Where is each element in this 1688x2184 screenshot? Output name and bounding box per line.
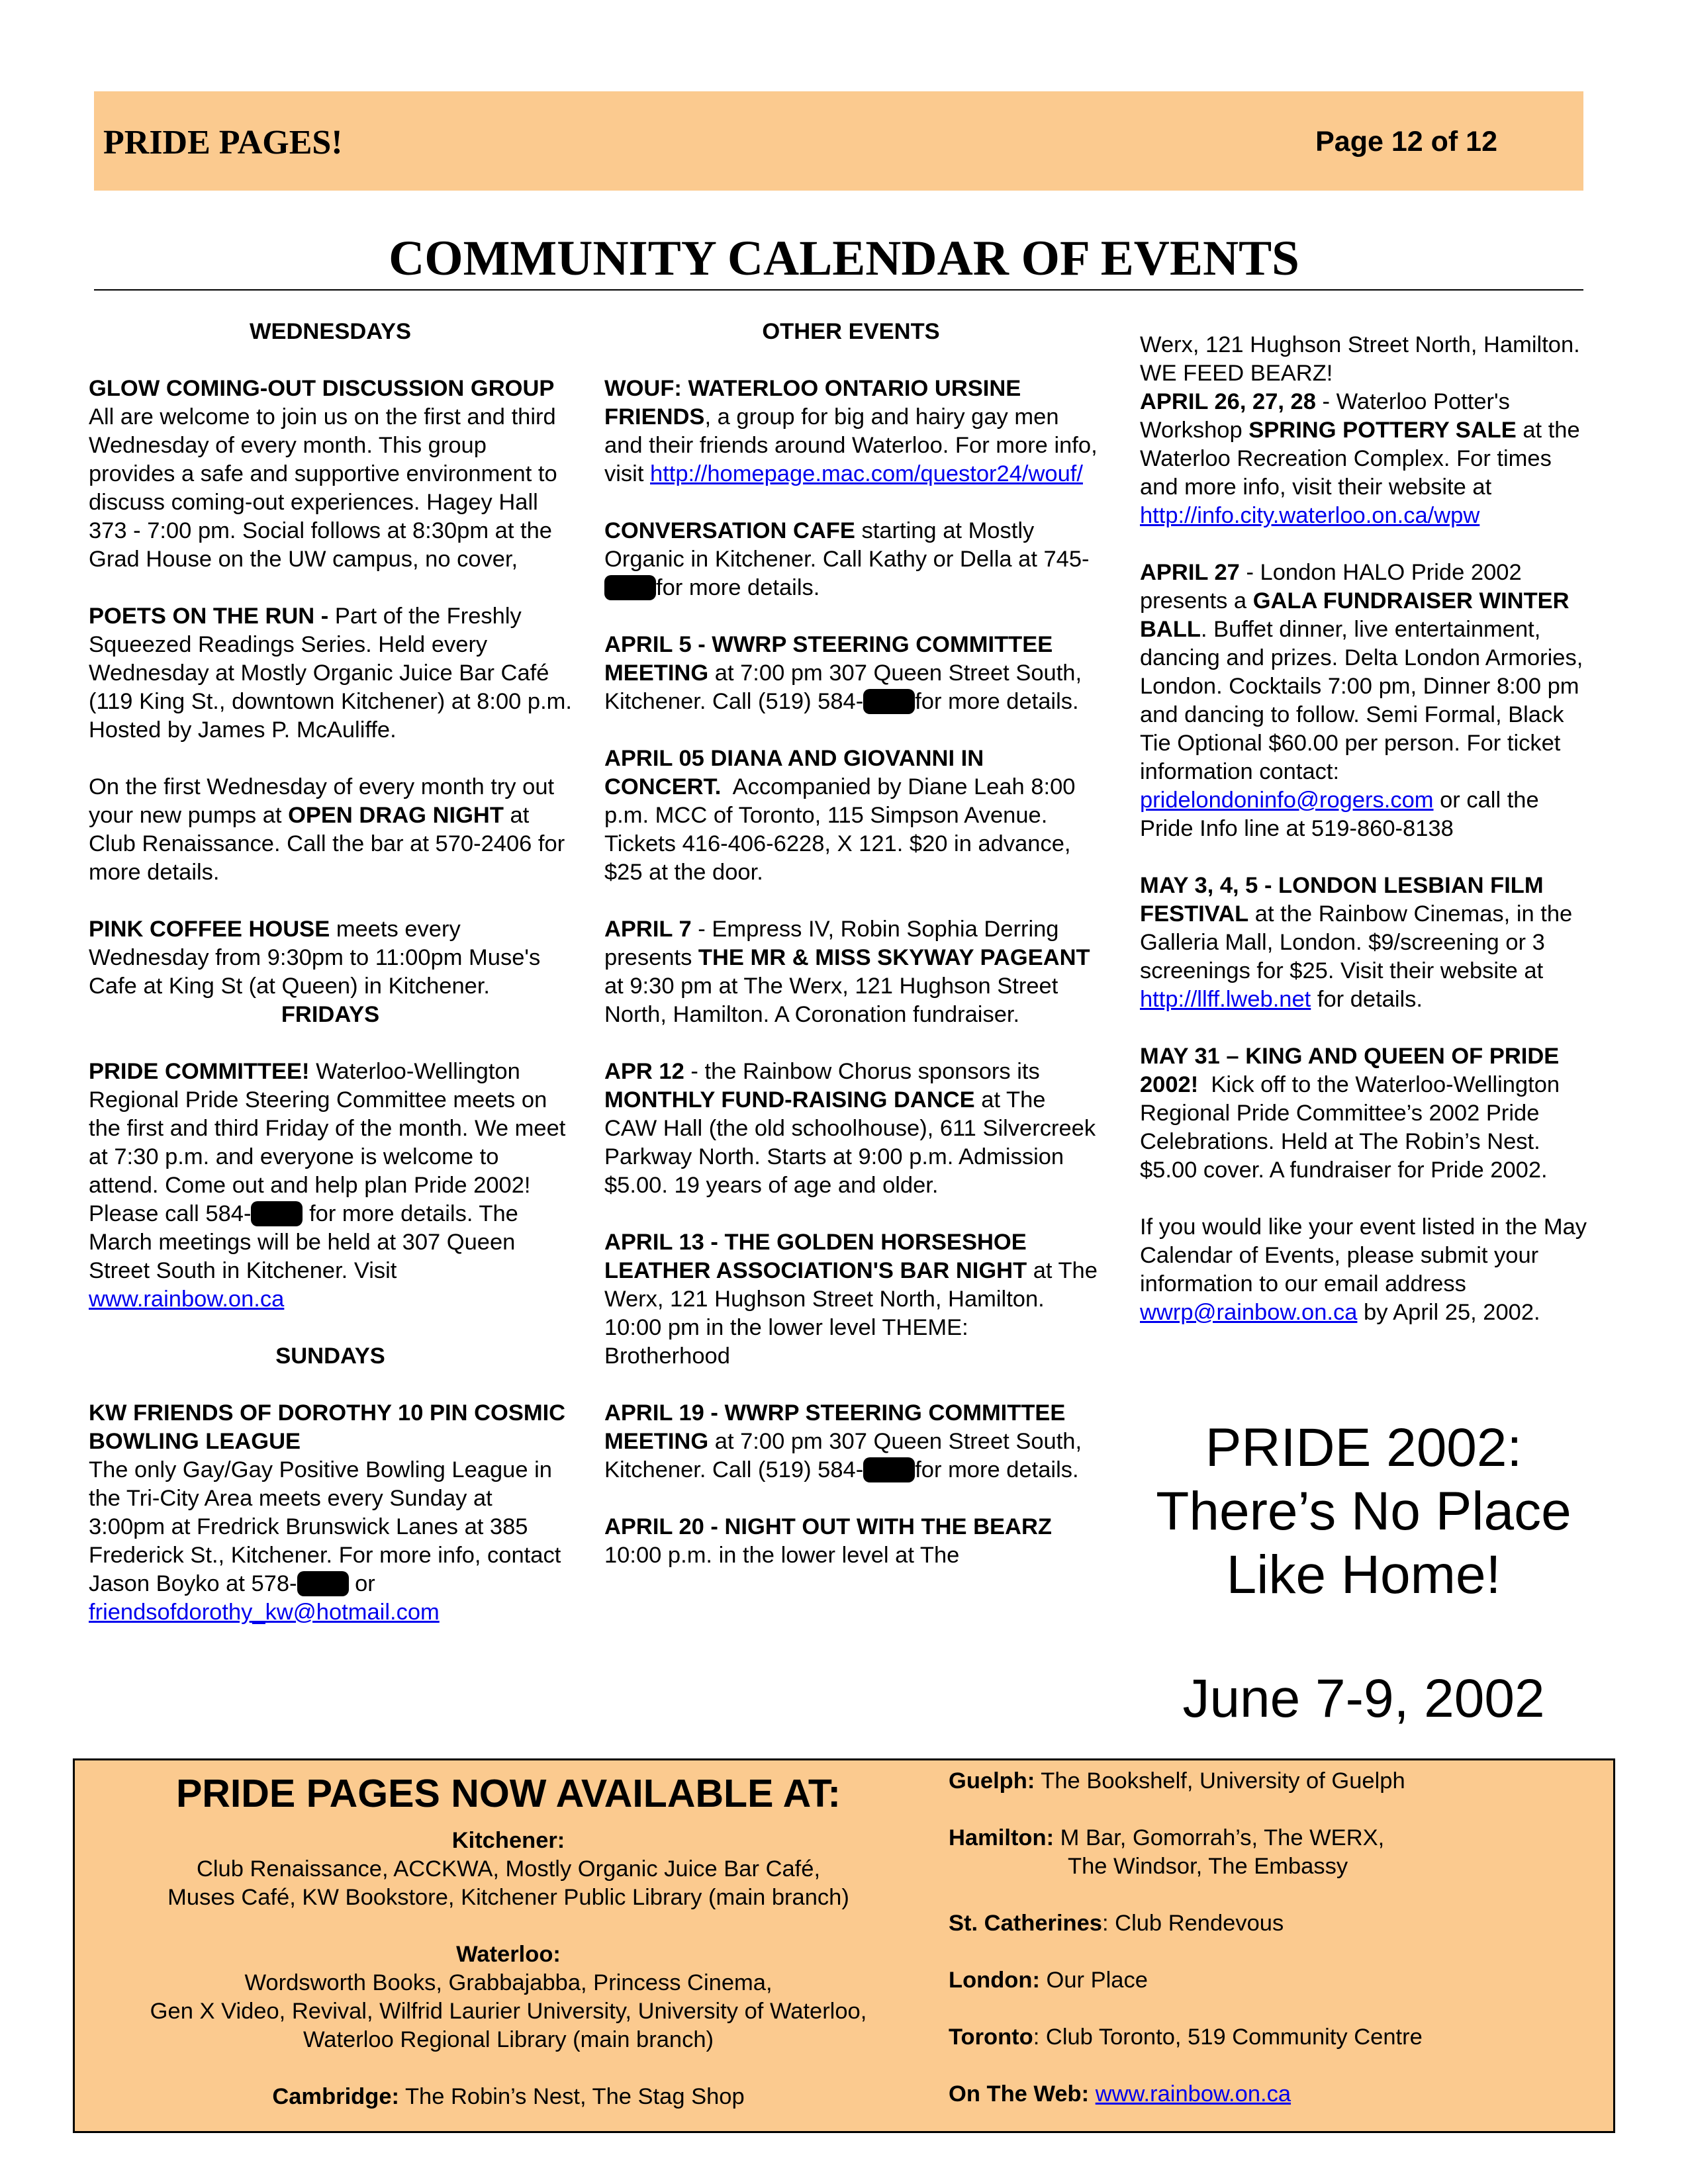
event-open-drag	[89, 773, 572, 887]
promo-line: There’s No Place	[1156, 1481, 1571, 1541]
event-film-festival	[1140, 872, 1590, 1014]
promo-line: PRIDE 2002:	[1205, 1418, 1523, 1478]
location-list: Our Place	[1046, 1968, 1148, 1993]
dorothy-email-link[interactable]: friendsofdorothy_kw@hotmail.com	[89, 1600, 440, 1625]
event-title: APRIL 5 - WWRP STEERING COMMITTEE MEETING	[604, 632, 1053, 686]
wwrp-email-link[interactable]: wwrp@rainbow.on.ca	[1140, 1300, 1358, 1325]
event-text: 10:00 p.m. in the lower level at The	[604, 1543, 960, 1568]
submission-note	[1140, 1213, 1590, 1327]
section-heading-other-events: OTHER EVENTS	[762, 319, 940, 344]
event-text: Part of the Freshly Squeezed Readings Series. Held every Wednesday at Mostly Organic Juice Bar Café (119 King St., downtown Kitchener) at 8:00 p.m. Hosted by James P. McAuliffe.	[89, 604, 573, 743]
location-list: The Bookshelf, University of Guelph	[1041, 1768, 1405, 1794]
page-number: Page 12 of 12	[1315, 126, 1497, 158]
llff-link[interactable]: http://llff.lweb.net	[1140, 987, 1311, 1012]
redaction	[251, 1201, 303, 1226]
location-st-catherines	[949, 1909, 1597, 1938]
event-title: SPRING POTTERY SALE	[1248, 418, 1517, 443]
city-label-waterloo: Waterloo:	[456, 1942, 561, 1967]
event-text: - Empress IV, Robin Sophia Derring presents	[604, 917, 1059, 970]
section-heading-sundays: SUNDAYS	[275, 1343, 385, 1369]
column-right	[1140, 331, 1590, 1327]
event-text: On the first Wednesday of every month try out your new pumps at	[89, 774, 555, 828]
city-label-web: On The Web:	[949, 2081, 1090, 2107]
event-date: APRIL 27	[1140, 560, 1240, 585]
column-left	[89, 318, 572, 1627]
event-text: at 9:30 pm at The Werx, 121 Hughson Street North, Hamilton. A Coronation fundraiser.	[604, 974, 1058, 1027]
event-text: If you would like your event listed in the May Calendar of Events, please submit your information to our email address	[1140, 1214, 1587, 1297]
availability-left	[88, 1767, 929, 2111]
event-glow	[89, 375, 572, 574]
event-title: APRIL 20 - NIGHT OUT WITH THE BEARZ	[604, 1514, 1052, 1539]
location-guelph	[949, 1767, 1597, 1796]
event-april-27	[1140, 559, 1590, 843]
event-text: or call the Pride Info line at 519-860-8138	[1140, 788, 1539, 841]
event-title: PRIDE COMMITTEE!	[89, 1059, 310, 1084]
location-hamilton	[949, 1824, 1597, 1852]
rainbow-link[interactable]: www.rainbow.on.ca	[89, 1287, 285, 1312]
wouf-link[interactable]: http://homepage.mac.com/questor24/wouf/	[650, 461, 1083, 486]
redaction	[297, 1571, 349, 1596]
event-title: WOUF: WATERLOO ONTARIO URSINE FRIENDS	[604, 376, 1021, 430]
city-label-london: London:	[949, 1968, 1040, 1993]
location-list: The Robin’s Nest, The Stag Shop	[404, 2084, 745, 2109]
city-label-guelph: Guelph:	[949, 1768, 1035, 1794]
event-king-queen	[1140, 1042, 1590, 1185]
redaction	[604, 575, 656, 600]
event-text: meets every Wednesday from 9:30pm to 11:00pm Muse's Cafe at King St (at Queen) in Kitchener.	[89, 917, 541, 999]
event-april-5	[604, 631, 1098, 716]
location-web	[949, 2080, 1597, 2109]
redaction	[863, 1457, 915, 1482]
page-title: COMMUNITY CALENDAR OF EVENTS	[389, 231, 1299, 286]
location-list: : Club Toronto, 519 Community Centre	[1033, 2025, 1423, 2050]
event-text: at the Waterloo Recreation Complex. For times and more info, visit their website at	[1140, 418, 1580, 500]
event-text: at The CAW Hall (the old schoolhouse), 611 Silvercreek Parkway North. Starts at 9:00 p.m. Admission $5.00. 19 years of age and older.	[604, 1087, 1096, 1198]
event-title: APRIL 19 - WWRP STEERING COMMITTEE MEETING	[604, 1400, 1066, 1454]
event-title: MONTHLY FUND-RAISING DANCE	[604, 1087, 975, 1113]
event-april-19	[604, 1399, 1098, 1484]
event-text: at 7:00 pm 307 Queen Street South, Kitchener. Call (519) 584-	[604, 1429, 1082, 1482]
event-text: for more details.	[915, 689, 1079, 714]
event-date: MAY 3, 4, 5 -	[1140, 873, 1272, 898]
event-date: APRIL 7	[604, 917, 692, 942]
event-text: for more details. The March meetings will be held at 307 Queen Street South in Kitchener. Visit	[89, 1201, 518, 1283]
location-toronto	[949, 2023, 1597, 2052]
event-title: PINK COFFEE HOUSE	[89, 917, 330, 942]
city-label-cambridge: Cambridge:	[272, 2084, 399, 2109]
event-title: APRIL 13 - THE GOLDEN HORSESHOE LEATHER ASSOCIATION'S BAR NIGHT	[604, 1230, 1027, 1283]
event-text: at The Werx, 121 Hughson Street North, Hamilton. 10:00 pm in the lower level THEME: Brotherhood	[604, 1258, 1098, 1369]
event-bowling	[89, 1399, 572, 1627]
event-text: Kick off to the Waterloo-Wellington Regional Pride Committee’s 2002 Pride Celebrations. Held at The Robin’s Nest. $5.00 cover. A fundraiser for Pride 2002.	[1140, 1072, 1560, 1183]
event-april-13	[604, 1228, 1098, 1371]
rainbow-web-link[interactable]: www.rainbow.on.ca	[1095, 2081, 1291, 2107]
event-text: Werx, 121 Hughson Street North, Hamilton. WE FEED BEARZ!	[1140, 332, 1580, 386]
event-pride-committee	[89, 1058, 572, 1314]
pottery-link[interactable]: http://info.city.waterloo.on.ca/wpw	[1140, 503, 1480, 528]
availability-box	[73, 1758, 1615, 2133]
event-title: LONDON LESBIAN FILM FESTIVAL	[1140, 873, 1544, 927]
event-title: MAY 31 – KING AND QUEEN OF PRIDE 2002!	[1140, 1044, 1560, 1097]
redaction	[863, 689, 915, 714]
event-wouf	[604, 375, 1098, 488]
city-label-hamilton: Hamilton:	[949, 1825, 1055, 1850]
column-middle	[604, 318, 1098, 1570]
location-list: Club Renaissance, ACCKWA, Mostly Organic Juice Bar Café,	[196, 1856, 821, 1882]
event-text: or	[355, 1571, 375, 1596]
location-list: The Windsor, The Embassy	[1068, 1854, 1348, 1879]
event-title: KW FRIENDS OF DOROTHY 10 PIN COSMIC BOWLING LEAGUE	[89, 1400, 566, 1454]
pride-london-email-link[interactable]: pridelondoninfo@rogers.com	[1140, 788, 1434, 813]
event-title: THE MR & MISS SKYWAY PAGEANT	[698, 945, 1090, 970]
event-text: at Club Renaissance. Call the bar at 570-2406 for more details.	[89, 803, 565, 885]
pride-promo	[1132, 1416, 1595, 1607]
city-label-st-catherines: St. Catherines	[949, 1911, 1102, 1936]
event-text: . Buffet dinner, live entertainment, dancing and prizes. Delta London Armories, London. Cocktails 7:00 pm, Dinner 8:00 pm and dancing to follow. Semi Formal, Black Tie Optional $60.00 per person. For ticket information contact:	[1140, 617, 1583, 784]
header-bar	[94, 91, 1583, 191]
event-title: GLOW COMING-OUT DISCUSSION GROUP	[89, 376, 555, 401]
event-text: at 7:00 pm 307 Queen Street South, Kitchener. Call (519) 584-	[604, 660, 1082, 714]
event-text: , a group for big and hairy gay men and their friends around Waterloo. For more info, visit	[604, 404, 1098, 486]
event-april-7	[604, 915, 1098, 1029]
event-april-20-continued	[1140, 331, 1590, 530]
event-text: for more details.	[915, 1457, 1079, 1482]
event-title: OPEN DRAG NIGHT	[288, 803, 504, 828]
event-text: for more details.	[656, 575, 820, 600]
availability-heading: PRIDE PAGES NOW AVAILABLE AT:	[175, 1772, 841, 1815]
event-text: starting at Mostly Organic in Kitchener. Call Kathy or Della at 745-	[604, 518, 1090, 572]
location-list: Muses Café, KW Bookstore, Kitchener Public Library (main branch)	[167, 1885, 849, 1910]
event-text: - Waterloo Potter's Workshop	[1140, 389, 1510, 443]
event-date: APR 12	[604, 1059, 684, 1084]
event-conversation-cafe	[604, 517, 1098, 602]
section-heading-fridays: FRIDAYS	[281, 1002, 380, 1027]
event-text: - London HALO Pride 2002 presents a	[1140, 560, 1522, 614]
newsletter-title: PRIDE PAGES!	[103, 124, 343, 161]
promo-date: June 7-9, 2002	[1182, 1668, 1545, 1729]
section-heading-wednesdays: WEDNESDAYS	[249, 319, 412, 344]
location-london	[949, 1966, 1597, 1995]
event-text: - the Rainbow Chorus sponsors its	[690, 1059, 1040, 1084]
city-label-kitchener: Kitchener:	[451, 1828, 565, 1853]
title-divider	[94, 289, 1583, 291]
event-title: GALA FUNDRAISER WINTER BALL	[1140, 588, 1570, 642]
event-title: APRIL 05 DIANA AND GIOVANNI IN CONCERT.	[604, 746, 984, 799]
event-pink-coffee	[89, 915, 572, 1001]
promo-line: Like Home!	[1226, 1545, 1501, 1605]
event-april-20	[604, 1513, 1098, 1570]
event-text: Waterloo-Wellington Regional Pride Steering Committee meets on the first and third Friday of the month. We meet at 7:30 p.m. and everyone is welcome to attend. Come out and help plan Pride 2002! Please call 584-	[89, 1059, 566, 1226]
event-text: Accompanied by Diane Leah 8:00 p.m. MCC of Toronto, 115 Simpson Avenue. Tickets 416-406-6228, X 121. $20 in advance, $25 at the door.	[604, 774, 1076, 885]
event-title: CONVERSATION CAFE	[604, 518, 855, 543]
event-text: All are welcome to join us on the first and third Wednesday of every month. This group provides a safe and supportive environment to discuss coming-out experiences. Hagey Hall 373 - 7:00 pm. Social follows at 8:30pm at the Grad House on the UW campus, no cover,	[89, 404, 557, 572]
event-poets	[89, 602, 572, 745]
event-text: The only Gay/Gay Positive Bowling League in the Tri-City Area meets every Sunday at 3:00pm at Fredrick Brunswick Lanes at 385 Frederick St., Kitchener. For more info, contact Jason Boyko at 578-	[89, 1457, 561, 1596]
event-text: by April 25, 2002.	[1364, 1300, 1540, 1325]
event-text: for details.	[1317, 987, 1423, 1012]
event-text: at the Rainbow Cinemas, in the Galleria Mall, London. $9/screening or 3 screenings for $25. Visit their website at	[1140, 901, 1573, 983]
event-april-12	[604, 1058, 1098, 1200]
event-date: APRIL 26, 27, 28	[1140, 389, 1316, 414]
location-list: : Club Rendevous	[1102, 1911, 1284, 1936]
event-title: POETS ON THE RUN -	[89, 604, 329, 629]
location-list: Waterloo Regional Library (main branch)	[303, 2027, 714, 2052]
location-list: M Bar, Gomorrah’s, The WERX,	[1060, 1825, 1385, 1850]
location-cambridge	[88, 2083, 929, 2111]
city-label-toronto: Toronto	[949, 2025, 1033, 2050]
availability-right	[949, 1767, 1597, 2109]
event-diana-giovanni	[604, 745, 1098, 887]
location-list: Gen X Video, Revival, Wilfrid Laurier University, University of Waterloo,	[150, 1999, 867, 2024]
location-list: Wordsworth Books, Grabbajabba, Princess Cinema,	[244, 1970, 773, 1995]
